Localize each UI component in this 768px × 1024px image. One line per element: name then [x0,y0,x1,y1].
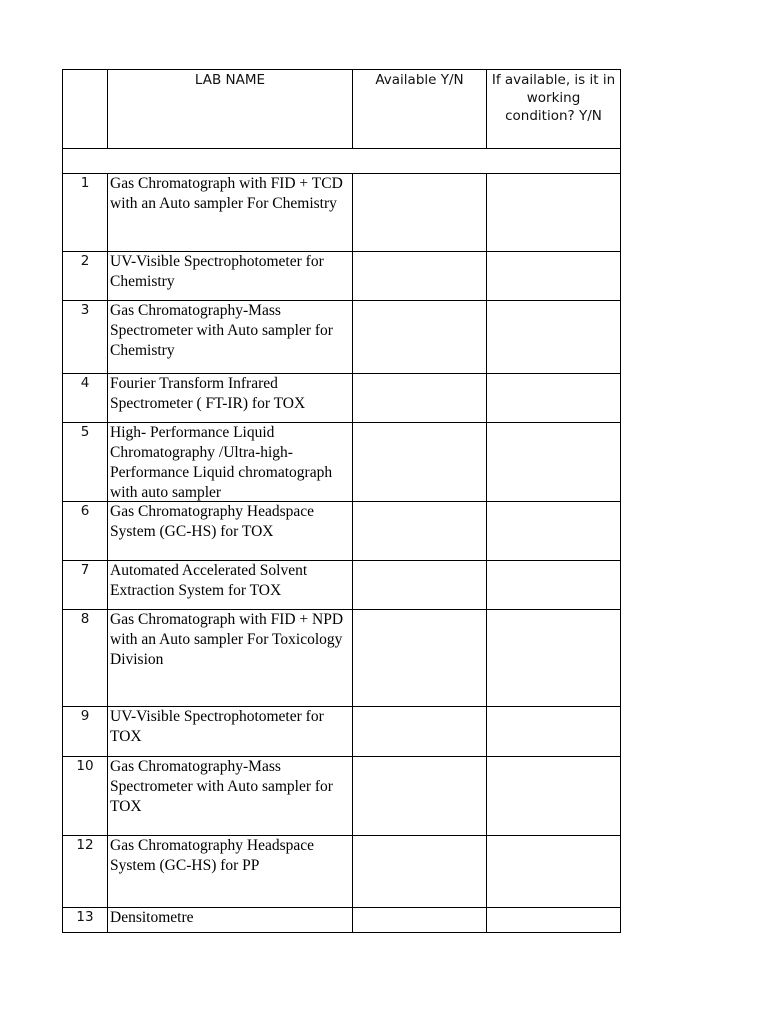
row-available-cell [352,251,487,301]
row-available-cell [352,422,487,502]
row-working-cell [486,373,621,423]
row-working-cell [486,501,621,561]
header-working-condition: If available, is it in working condition? Y/N [486,69,621,149]
row-working-cell [486,835,621,908]
row-available-cell [352,501,487,561]
row-lab-name: Automated Accelerated Solvent Extraction System for TOX [107,560,353,610]
row-available-cell [352,300,487,374]
table-row [62,422,621,502]
row-number: 8 [62,609,108,707]
row-working-cell [486,422,621,502]
table-row [62,835,621,908]
table-row [62,706,621,757]
row-available-cell [352,609,487,707]
row-number: 4 [62,373,108,423]
row-number: 3 [62,300,108,374]
row-available-cell [352,373,487,423]
table-row [62,501,621,561]
table-row [62,173,621,252]
row-lab-name: Gas Chromatography-Mass Spectrometer with Auto sampler for TOX [107,756,353,836]
row-lab-name: UV-Visible Spectrophotometer for Chemistry [107,251,353,301]
row-number: 1 [62,173,108,252]
row-number: 10 [62,756,108,836]
row-working-cell [486,609,621,707]
row-number: 5 [62,422,108,502]
row-lab-name: Gas Chromatography Headspace System (GC-HS) for TOX [107,501,353,561]
row-available-cell [352,173,487,252]
row-available-cell [352,835,487,908]
table-row [62,251,621,301]
row-number: 13 [62,907,108,933]
row-working-cell [486,706,621,757]
table-row [62,756,621,836]
row-working-cell [486,173,621,252]
table-row [62,560,621,610]
table-row [62,907,621,933]
row-lab-name: Fourier Transform Infrared Spectrometer ( FT-IR) for TOX [107,373,353,423]
row-lab-name: Gas Chromatograph with FID + TCD with an Auto sampler For Chemistry [107,173,353,252]
row-number: 12 [62,835,108,908]
table-row [62,300,621,374]
row-working-cell [486,251,621,301]
table-row [62,373,621,423]
row-lab-name: UV-Visible Spectrophotometer for TOX [107,706,353,757]
row-available-cell [352,756,487,836]
row-available-cell [352,907,487,933]
row-number: 9 [62,706,108,757]
row-lab-name: Gas Chromatography-Mass Spectrometer with Auto sampler for Chemistry [107,300,353,374]
table-spacer-row [62,148,621,174]
header-available: Available Y/N [352,69,487,149]
row-available-cell [352,706,487,757]
row-working-cell [486,300,621,374]
row-lab-name: High- Performance Liquid Chromatography /Ultra-high-Performance Liquid chromatograph with auto sampler [107,422,353,502]
row-working-cell [486,907,621,933]
header-lab-name: LAB NAME [107,69,353,149]
row-available-cell [352,560,487,610]
row-working-cell [486,560,621,610]
row-lab-name: Densitometre [107,907,353,933]
row-working-cell [486,756,621,836]
row-lab-name: Gas Chromatography Headspace System (GC-HS) for PP [107,835,353,908]
row-number: 6 [62,501,108,561]
table-header [62,69,621,149]
row-number: 7 [62,560,108,610]
table-row [62,609,621,707]
row-lab-name: Gas Chromatograph with FID + NPD with an Auto sampler For Toxicology Division [107,609,353,707]
row-number: 2 [62,251,108,301]
header-number-cell [62,69,108,149]
